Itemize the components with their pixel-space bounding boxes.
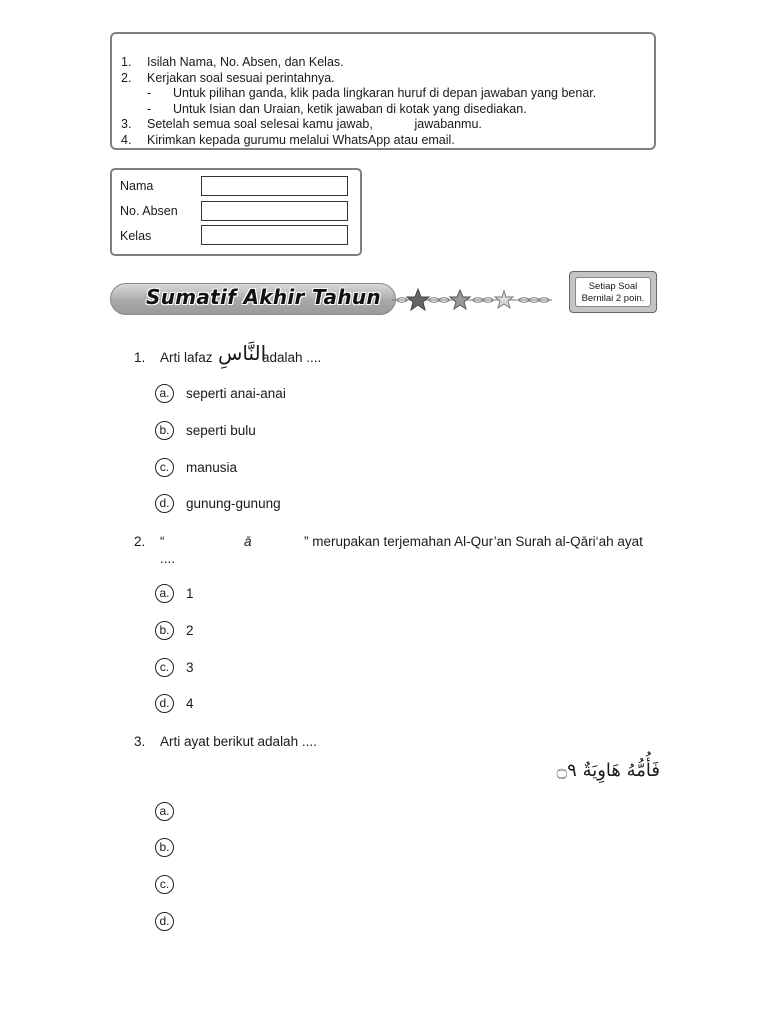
option-circle-3a[interactable]: a. <box>155 802 174 821</box>
option-text-2d: 4 <box>186 696 194 711</box>
kelas-label: Kelas <box>120 229 152 243</box>
option-text-2b: 2 <box>186 623 194 638</box>
section-title: Sumatif Akhir Tahun <box>146 285 381 309</box>
option-circle-2d[interactable]: d. <box>155 694 174 713</box>
question-2-open-quote: “ <box>160 534 165 549</box>
absen-field[interactable] <box>201 201 348 221</box>
question-1-prefix: Arti lafaz <box>160 350 213 365</box>
option-circle-1d[interactable]: d. <box>155 494 174 513</box>
option-circle-2c[interactable]: c. <box>155 658 174 677</box>
stars-decoration <box>392 286 556 314</box>
nama-field[interactable] <box>201 176 348 196</box>
absen-label: No. Absen <box>120 204 178 218</box>
question-3-text: Arti ayat berikut adalah .... <box>160 734 317 749</box>
option-text-1d: gunung-gunung <box>186 496 281 511</box>
instruction-subitem: - Untuk pilihan ganda, klik pada lingkaran huruf di depan jawaban yang benar. <box>147 86 597 100</box>
option-circle-1c[interactable]: c. <box>155 458 174 477</box>
points-line2: Bernilai 2 poin. <box>581 293 645 304</box>
instructions-box <box>110 32 656 150</box>
question-3-number: 3. <box>134 734 146 749</box>
instruction-item: 4. Kirimkan kepada gurumu melalui WhatsApp atau email. <box>121 132 455 147</box>
star-icon <box>450 290 470 309</box>
option-circle-2a[interactable]: a. <box>155 584 174 603</box>
instruction-subitem: - Untuk Isian dan Uraian, ketik jawaban di kotak yang disediakan. <box>147 101 527 116</box>
question-2-continuation: .... <box>160 551 176 566</box>
kelas-field[interactable] <box>201 225 348 245</box>
option-circle-3c[interactable]: c. <box>155 875 174 894</box>
option-circle-1b[interactable]: b. <box>155 421 174 440</box>
question-2-number: 2. <box>134 534 146 549</box>
option-circle-1a[interactable]: a. <box>155 384 174 403</box>
question-2-text: ” merupakan terjemahan Al-Qur’an Surah al-Qāri‘ah ayat <box>304 534 643 549</box>
question-2-mid-char: ā <box>244 534 252 549</box>
instruction-item: 1. Isilah Nama, No. Absen, dan Kelas. <box>121 55 344 69</box>
option-text-1a: seperti anai-anai <box>186 386 286 401</box>
nama-label: Nama <box>120 179 154 193</box>
instruction-item: 2. Kerjakan soal sesuai perintahnya. <box>121 70 335 85</box>
star-icon <box>407 289 429 310</box>
option-text-2c: 3 <box>186 660 194 675</box>
points-line1: Setiap Soal <box>588 281 638 292</box>
star-icon <box>495 291 513 308</box>
points-badge <box>569 271 657 313</box>
question-1-arabic: النَّاسِ <box>218 341 267 365</box>
question-1-number: 1. <box>134 350 146 365</box>
identity-box <box>110 168 362 256</box>
option-text-1b: seperti bulu <box>186 423 256 438</box>
option-text-1c: manusia <box>186 460 238 475</box>
option-text-2a: 1 <box>186 586 194 601</box>
instruction-item: 3. Setelah semua soal selesai kamu jawab, jawabanmu. <box>121 117 482 131</box>
option-circle-3b[interactable]: b. <box>155 838 174 857</box>
question-1-suffix: adalah .... <box>262 350 322 365</box>
question-3-arabic-verse: فَأُمُّهُ هَاوِيَةٌ ۝٩ <box>556 760 660 781</box>
option-circle-3d[interactable]: d. <box>155 912 174 931</box>
option-circle-2b[interactable]: b. <box>155 621 174 640</box>
